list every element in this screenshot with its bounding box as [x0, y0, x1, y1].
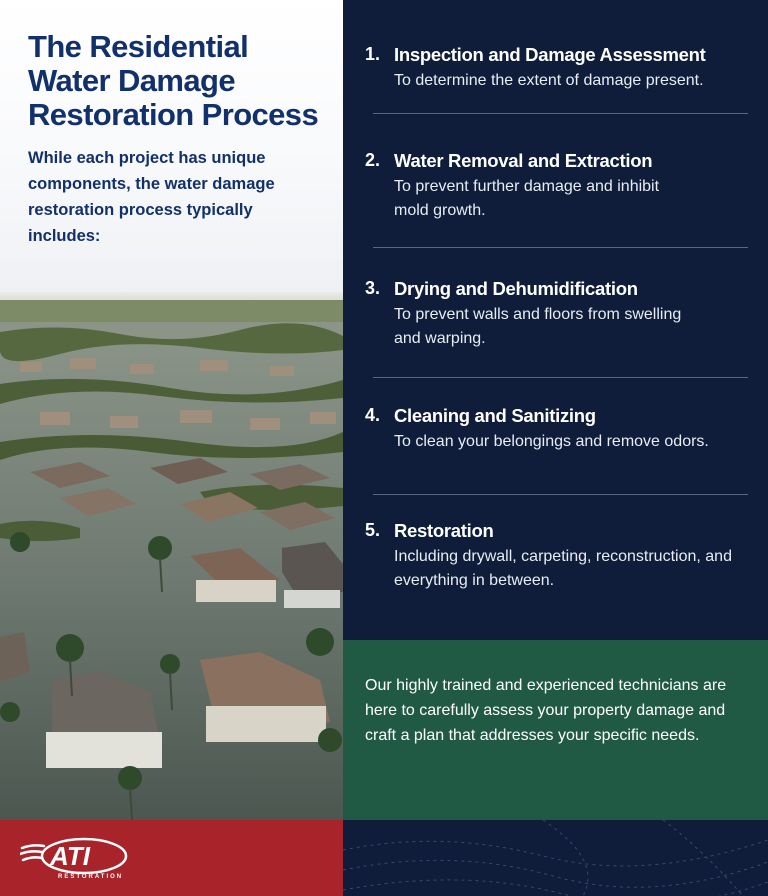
- step-number: 5.: [365, 520, 381, 540]
- step-number: 2.: [365, 150, 381, 170]
- page-subtitle: While each project has unique components, the water damage restoration process typically includes:: [28, 149, 275, 245]
- step-number: 1.: [365, 44, 381, 64]
- callout-text: Our highly trained and experienced technicians are here to carefully assess your property damage and craft a plan that addresses your specific needs.: [365, 677, 727, 744]
- step-title: Drying and Dehumidification: [394, 278, 638, 299]
- step-title: Water Removal and Extraction: [394, 150, 653, 171]
- step-title: Restoration: [394, 520, 494, 541]
- flooded-neighborhood-photo: [0, 292, 343, 820]
- steps-panel: [343, 0, 768, 640]
- step-divider: [373, 113, 748, 114]
- left-column: [0, 0, 343, 896]
- ati-restoration-logo: [20, 836, 130, 880]
- callout-panel: [343, 640, 768, 820]
- step-number: 3.: [365, 278, 381, 298]
- step-divider: [373, 377, 748, 378]
- step-divider: [373, 247, 748, 248]
- step-number: 4.: [365, 405, 381, 425]
- step-description: To determine the extent of damage present.: [394, 72, 704, 89]
- intro-panel: [0, 0, 343, 300]
- page-title: The Residential Water Damage Restoration Process: [28, 29, 319, 132]
- step-description: To prevent walls and floors from swelling and warping.: [394, 306, 682, 347]
- step-description: To clean your belongings and remove odors.: [394, 433, 709, 450]
- step-title: Cleaning and Sanitizing: [394, 405, 596, 426]
- svg-text:ATI: ATI: [50, 841, 90, 871]
- step-description: To prevent further damage and inhibit mold growth.: [394, 178, 660, 219]
- step-title: Inspection and Damage Assessment: [394, 44, 706, 65]
- decorative-pattern: [343, 820, 768, 896]
- brand-bar: [0, 820, 343, 896]
- step-description: Including drywall, carpeting, reconstruction, and everything in between.: [394, 548, 732, 589]
- svg-text:RESTORATION: RESTORATION: [58, 874, 124, 880]
- step-divider: [373, 494, 748, 495]
